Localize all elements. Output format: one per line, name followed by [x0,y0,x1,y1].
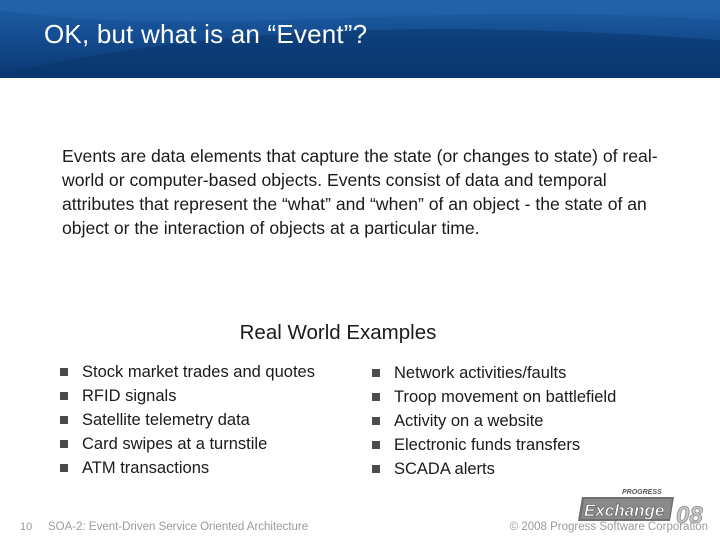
list-item-text: ATM transactions [82,459,210,477]
bullet-square-icon [372,441,380,449]
bullet-square-icon [60,392,68,400]
list-item [394,361,616,385]
slide-title: OK, but what is an “Event”? [44,19,368,49]
logo-exchange-text: Exchange [584,501,665,520]
bullet-square-icon [372,465,380,473]
list-item [394,433,616,457]
bullet-square-icon [372,417,380,425]
right-examples-list [394,361,616,481]
list-item-text: Satellite telemetry data [82,411,250,429]
list-item-text: Stock market trades and quotes [82,363,315,381]
event-definition-paragraph: Events are data elements that capture the state (or changes to state) of real-world or computer-based objects. Events consist of data and temporal attributes that represent the “what” and “when” of an object - the state of an object or the interaction of objects at a particular time. [62,146,658,238]
list-item-text: Troop movement on battlefield [394,388,617,406]
list-item [82,360,315,384]
footer-copyright: © 2008 Progress Software Corporation [509,521,708,533]
bullet-square-icon [60,464,68,472]
list-item-text: Activity on a website [394,412,544,430]
list-item-text: RFID signals [82,387,177,405]
examples-heading: Real World Examples [239,321,437,344]
title-bar [0,0,720,75]
logo-progress-text: PROGRESS [622,489,662,496]
list-item [82,432,315,456]
list-item [82,456,315,480]
list-item-text: Card swipes at a turnstile [82,435,268,453]
left-examples-list [82,360,315,480]
bullet-square-icon [60,440,68,448]
bullet-square-icon [372,369,380,377]
bullet-square-icon [372,393,380,401]
list-item [394,457,616,481]
header-divider [0,75,720,78]
list-item [394,409,616,433]
list-item-text: Network activities/faults [394,364,567,382]
list-item-text: SCADA alerts [394,460,495,478]
footer-course-title: SOA-2: Event-Driven Service Oriented Architecture [48,521,309,533]
bullet-square-icon [60,416,68,424]
list-item [82,408,315,432]
logo-year-text: 08 [676,502,703,527]
bullet-square-icon [60,368,68,376]
list-item [82,384,315,408]
list-item-text: Electronic funds transfers [394,436,581,454]
page-number: 10 [20,521,33,533]
list-item [394,385,616,409]
